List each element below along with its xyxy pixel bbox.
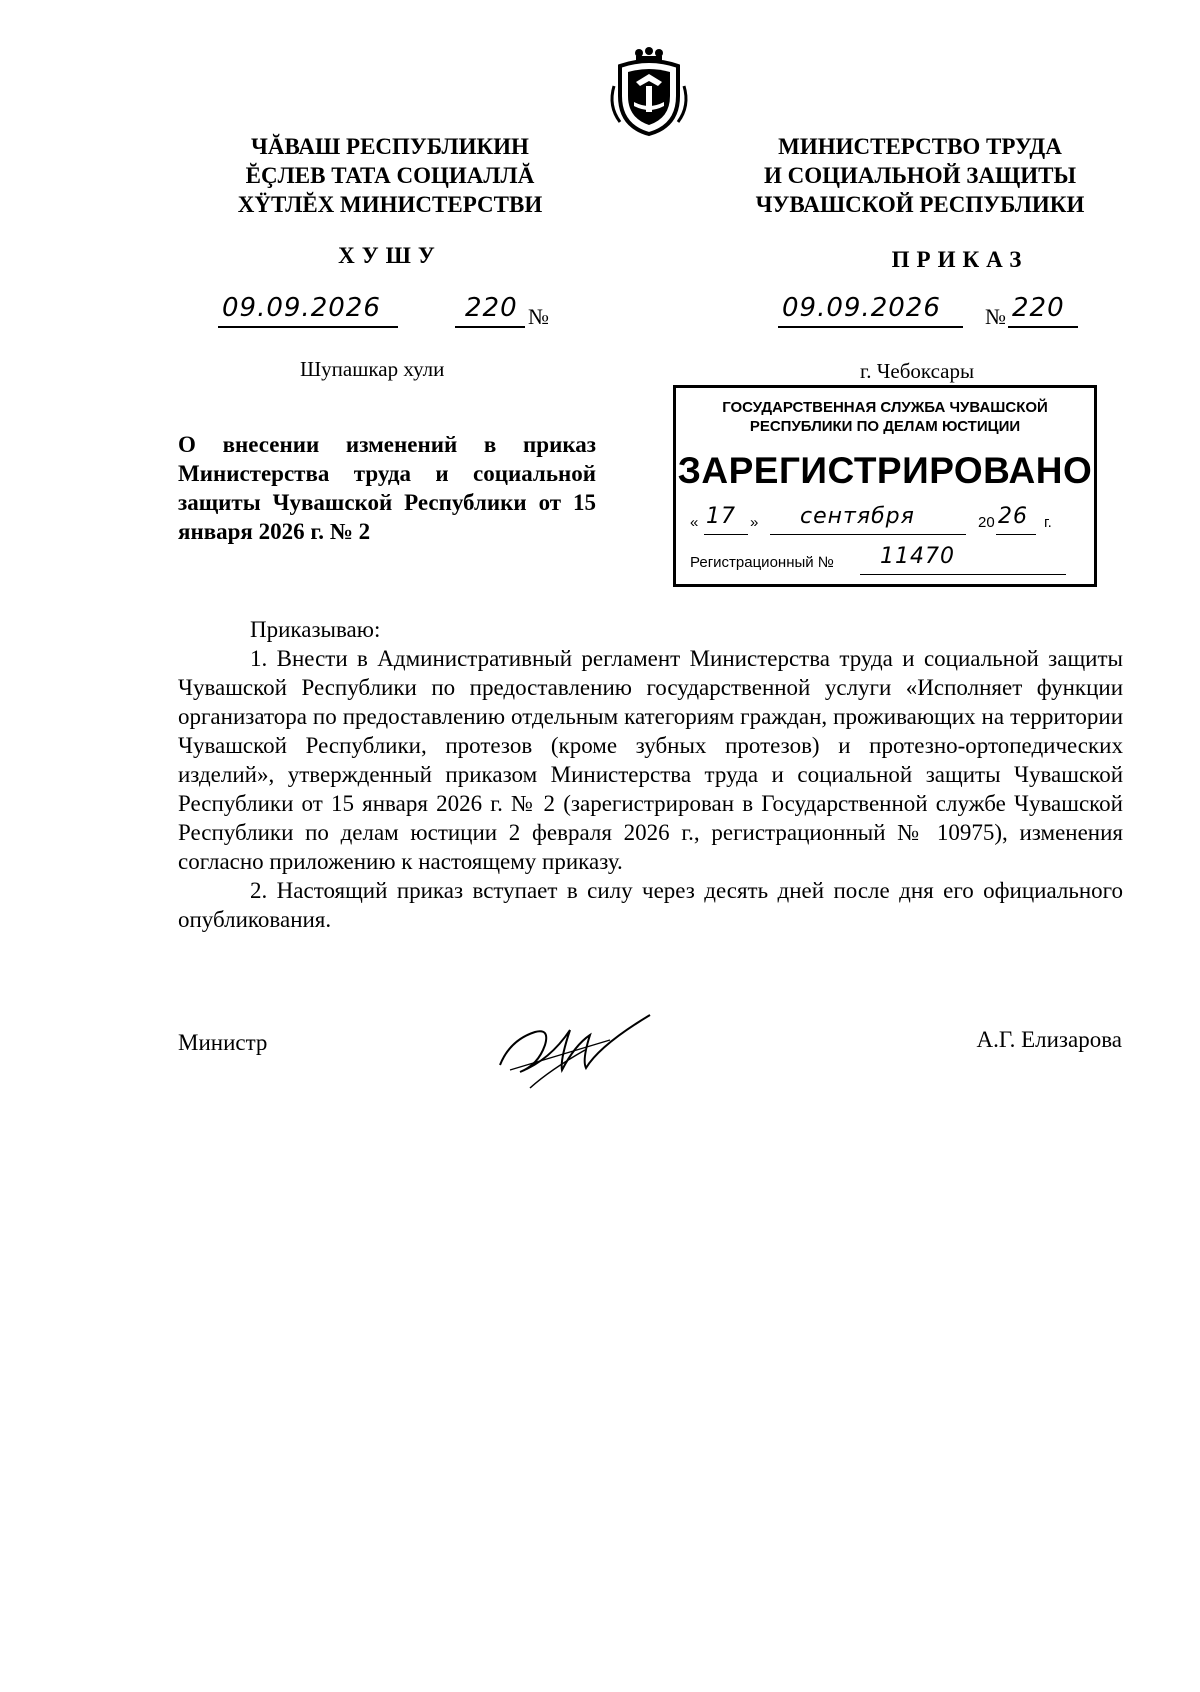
header-left-line2: ĔÇЛЕВ ТАТА СОЦИАЛЛĂ bbox=[245, 163, 535, 188]
left-date-underline bbox=[218, 326, 398, 328]
signer-position: Министр bbox=[178, 1030, 268, 1055]
stamp-organization bbox=[676, 398, 1094, 436]
stamp-quote-close: » bbox=[750, 514, 759, 531]
header-left-line3: ХŸТЛĔХ МИНИСТЕРСТВИ bbox=[237, 192, 543, 217]
doctype-chuvash: ХУШУ bbox=[338, 243, 442, 268]
stamp-quote-open: « bbox=[690, 514, 699, 531]
order-intro: Приказываю: bbox=[250, 617, 381, 642]
stamp-org-line1: ГОСУДАРСТВЕННАЯ СЛУЖБА ЧУВАШСКОЙ bbox=[722, 399, 1048, 416]
header-right-line1: МИНИСТЕРСТВО ТРУДА bbox=[778, 134, 1062, 159]
order-subject: О внесении изменений в приказ Министерства труда и социальной защиты Чувашской Республики от 15 января 2026 г. № 2 bbox=[178, 432, 596, 544]
left-handwritten-number: 220 bbox=[465, 293, 518, 323]
right-handwritten-date: 09.09.2026 bbox=[782, 293, 941, 323]
stamp-reg-underline bbox=[860, 574, 1066, 575]
stamp-date-row bbox=[690, 504, 1080, 538]
place-russian: г. Чебоксары bbox=[860, 359, 975, 383]
registration-stamp bbox=[673, 385, 1097, 587]
stamp-reg-label: Регистрационный № bbox=[690, 554, 834, 571]
coat-of-arms-emblem bbox=[606, 46, 692, 138]
stamp-month: сентября bbox=[800, 504, 915, 529]
handwritten-signature bbox=[490, 1010, 660, 1090]
place-chuvash: Шупашкар хули bbox=[300, 357, 445, 381]
right-number-sign: № bbox=[985, 304, 1006, 329]
left-number-sign: № bbox=[528, 304, 549, 329]
order-paragraph-1: 1. Внести в Административный регламент Министерства труда и социальной защиты Чувашской Республики по предоставлению государственной услуги «Исполняет функции организатора по предоставлению отдельным категориям граждан, проживающих на территории Чувашской Республики, протезов (кроме зубных протезов) и протезно-ортопедических изделий», утвержденный приказом Министерства труда и социальной защиты Чувашской Республики от 15 января 2026 г. № 2 (зарегистрирован в Государственной службе Чувашской Республики по делам юстиции 2 февраля 2026 г., регистрационный № 10975), изменения согласно приложению к настоящему приказу. bbox=[178, 646, 1123, 874]
left-number-underline bbox=[455, 326, 525, 328]
signer-name: А.Г. Елизарова bbox=[976, 1027, 1122, 1052]
stamp-title: ЗАРЕГИСТРИРОВАНО bbox=[677, 450, 1093, 491]
header-right-line2: И СОЦИАЛЬНОЙ ЗАЩИТЫ bbox=[763, 163, 1077, 188]
order-body bbox=[178, 615, 1123, 934]
russian-ministry-header bbox=[730, 132, 1110, 219]
stamp-month-underline bbox=[770, 534, 966, 535]
stamp-year-unit: г. bbox=[1044, 514, 1052, 531]
header-left-line1: ЧĂВАШ РЕСПУБЛИКИН bbox=[251, 134, 529, 159]
right-date-underline bbox=[778, 326, 963, 328]
stamp-day-underline bbox=[704, 534, 748, 535]
stamp-year-prefix: 20 bbox=[978, 514, 995, 531]
stamp-reg-number: 11470 bbox=[880, 544, 955, 569]
stamp-year-underline bbox=[996, 534, 1036, 535]
stamp-org-line2: РЕСПУБЛИКИ ПО ДЕЛАМ ЮСТИЦИИ bbox=[749, 418, 1021, 435]
header-right-line3: ЧУВАШСКОЙ РЕСПУБЛИКИ bbox=[755, 192, 1085, 217]
stamp-reg-row bbox=[690, 544, 1080, 578]
stamp-year-suffix: 26 bbox=[998, 504, 1028, 529]
doctype-russian: ПРИКАЗ bbox=[891, 247, 1029, 272]
stamp-day: 17 bbox=[706, 504, 736, 529]
chuvash-ministry-header bbox=[200, 132, 580, 219]
left-handwritten-date: 09.09.2026 bbox=[222, 293, 381, 323]
right-handwritten-number: 220 bbox=[1012, 293, 1065, 323]
right-number-underline bbox=[1008, 326, 1078, 328]
order-paragraph-2: 2. Настоящий приказ вступает в силу через десять дней после дня его официального опубликования. bbox=[178, 878, 1123, 932]
